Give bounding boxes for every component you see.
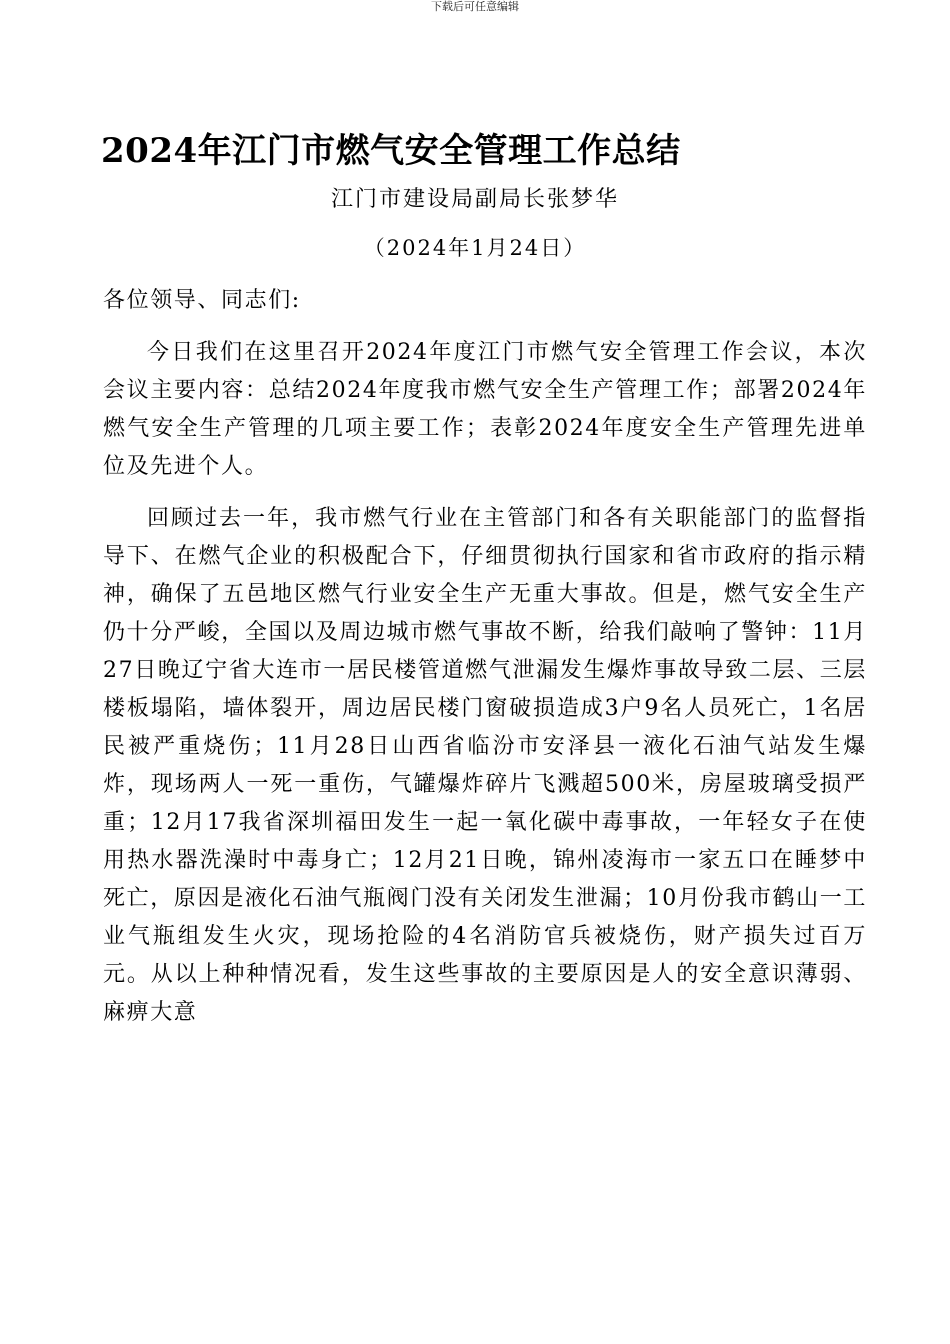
page-header-note: 下载后可任意编辑: [431, 0, 519, 13]
document-date: （2024年1月24日）: [363, 236, 587, 260]
salutation: 各位领导、同志们:: [103, 288, 301, 313]
document-author: 江门市建设局副局长张梦华: [330, 187, 619, 212]
paragraph-meeting-overview: 今日我们在这里召开2024年度江门市燃气安全管理工作会议，本次会议主要内容：总结2024年度我市燃气安全生产管理工作；部署2024年燃气安全生产管理的几项主要工作；表彰2024年度安全生产管理先进单位及先进个人。: [103, 340, 867, 479]
document-body: [103, 282, 867, 1032]
paragraph-year-review: 回顾过去一年，我市燃气行业在主管部门和各有关职能部门的监督指导下、在燃气企业的积极配合下，仔细贯彻执行国家和省市政府的指示精神，确保了五邑地区燃气行业安全生产无重大事故。但是，燃气安全生产仍十分严峻，全国以及周边城市燃气事故不断，给我们敲响了警钟：11月27日晚辽宁省大连市一居民楼管道燃气泄漏发生爆炸事故导致二层、三层楼板塌陷，墙体裂开，周边居民楼门窗破损造成3户9名人员死亡，1名居民被严重烧伤；11月28日山西省临汾市安泽县一液化石油气站发生爆炸，现场两人一死一重伤，气罐爆炸碎片飞溅超500米，房屋玻璃受损严重；12月17我省深圳福田发生一起一氧化碳中毒事故，一年轻女子在使用热水器洗澡时中毒身亡；12月21日晚，锦州凌海市一家五口在睡梦中死亡，原因是液化石油气瓶阀门没有关闭发生泄漏；10月份我市鹤山一工业气瓶组发生火灾，现场抢险的4名消防官兵被烧伤，财产损失过百万元。从以上种种情况看，发生这些事故的主要原因是人的安全意识薄弱、麻痹大意: [103, 506, 867, 1025]
document-title: 2024年江门市燃气安全管理工作总结: [101, 131, 681, 171]
